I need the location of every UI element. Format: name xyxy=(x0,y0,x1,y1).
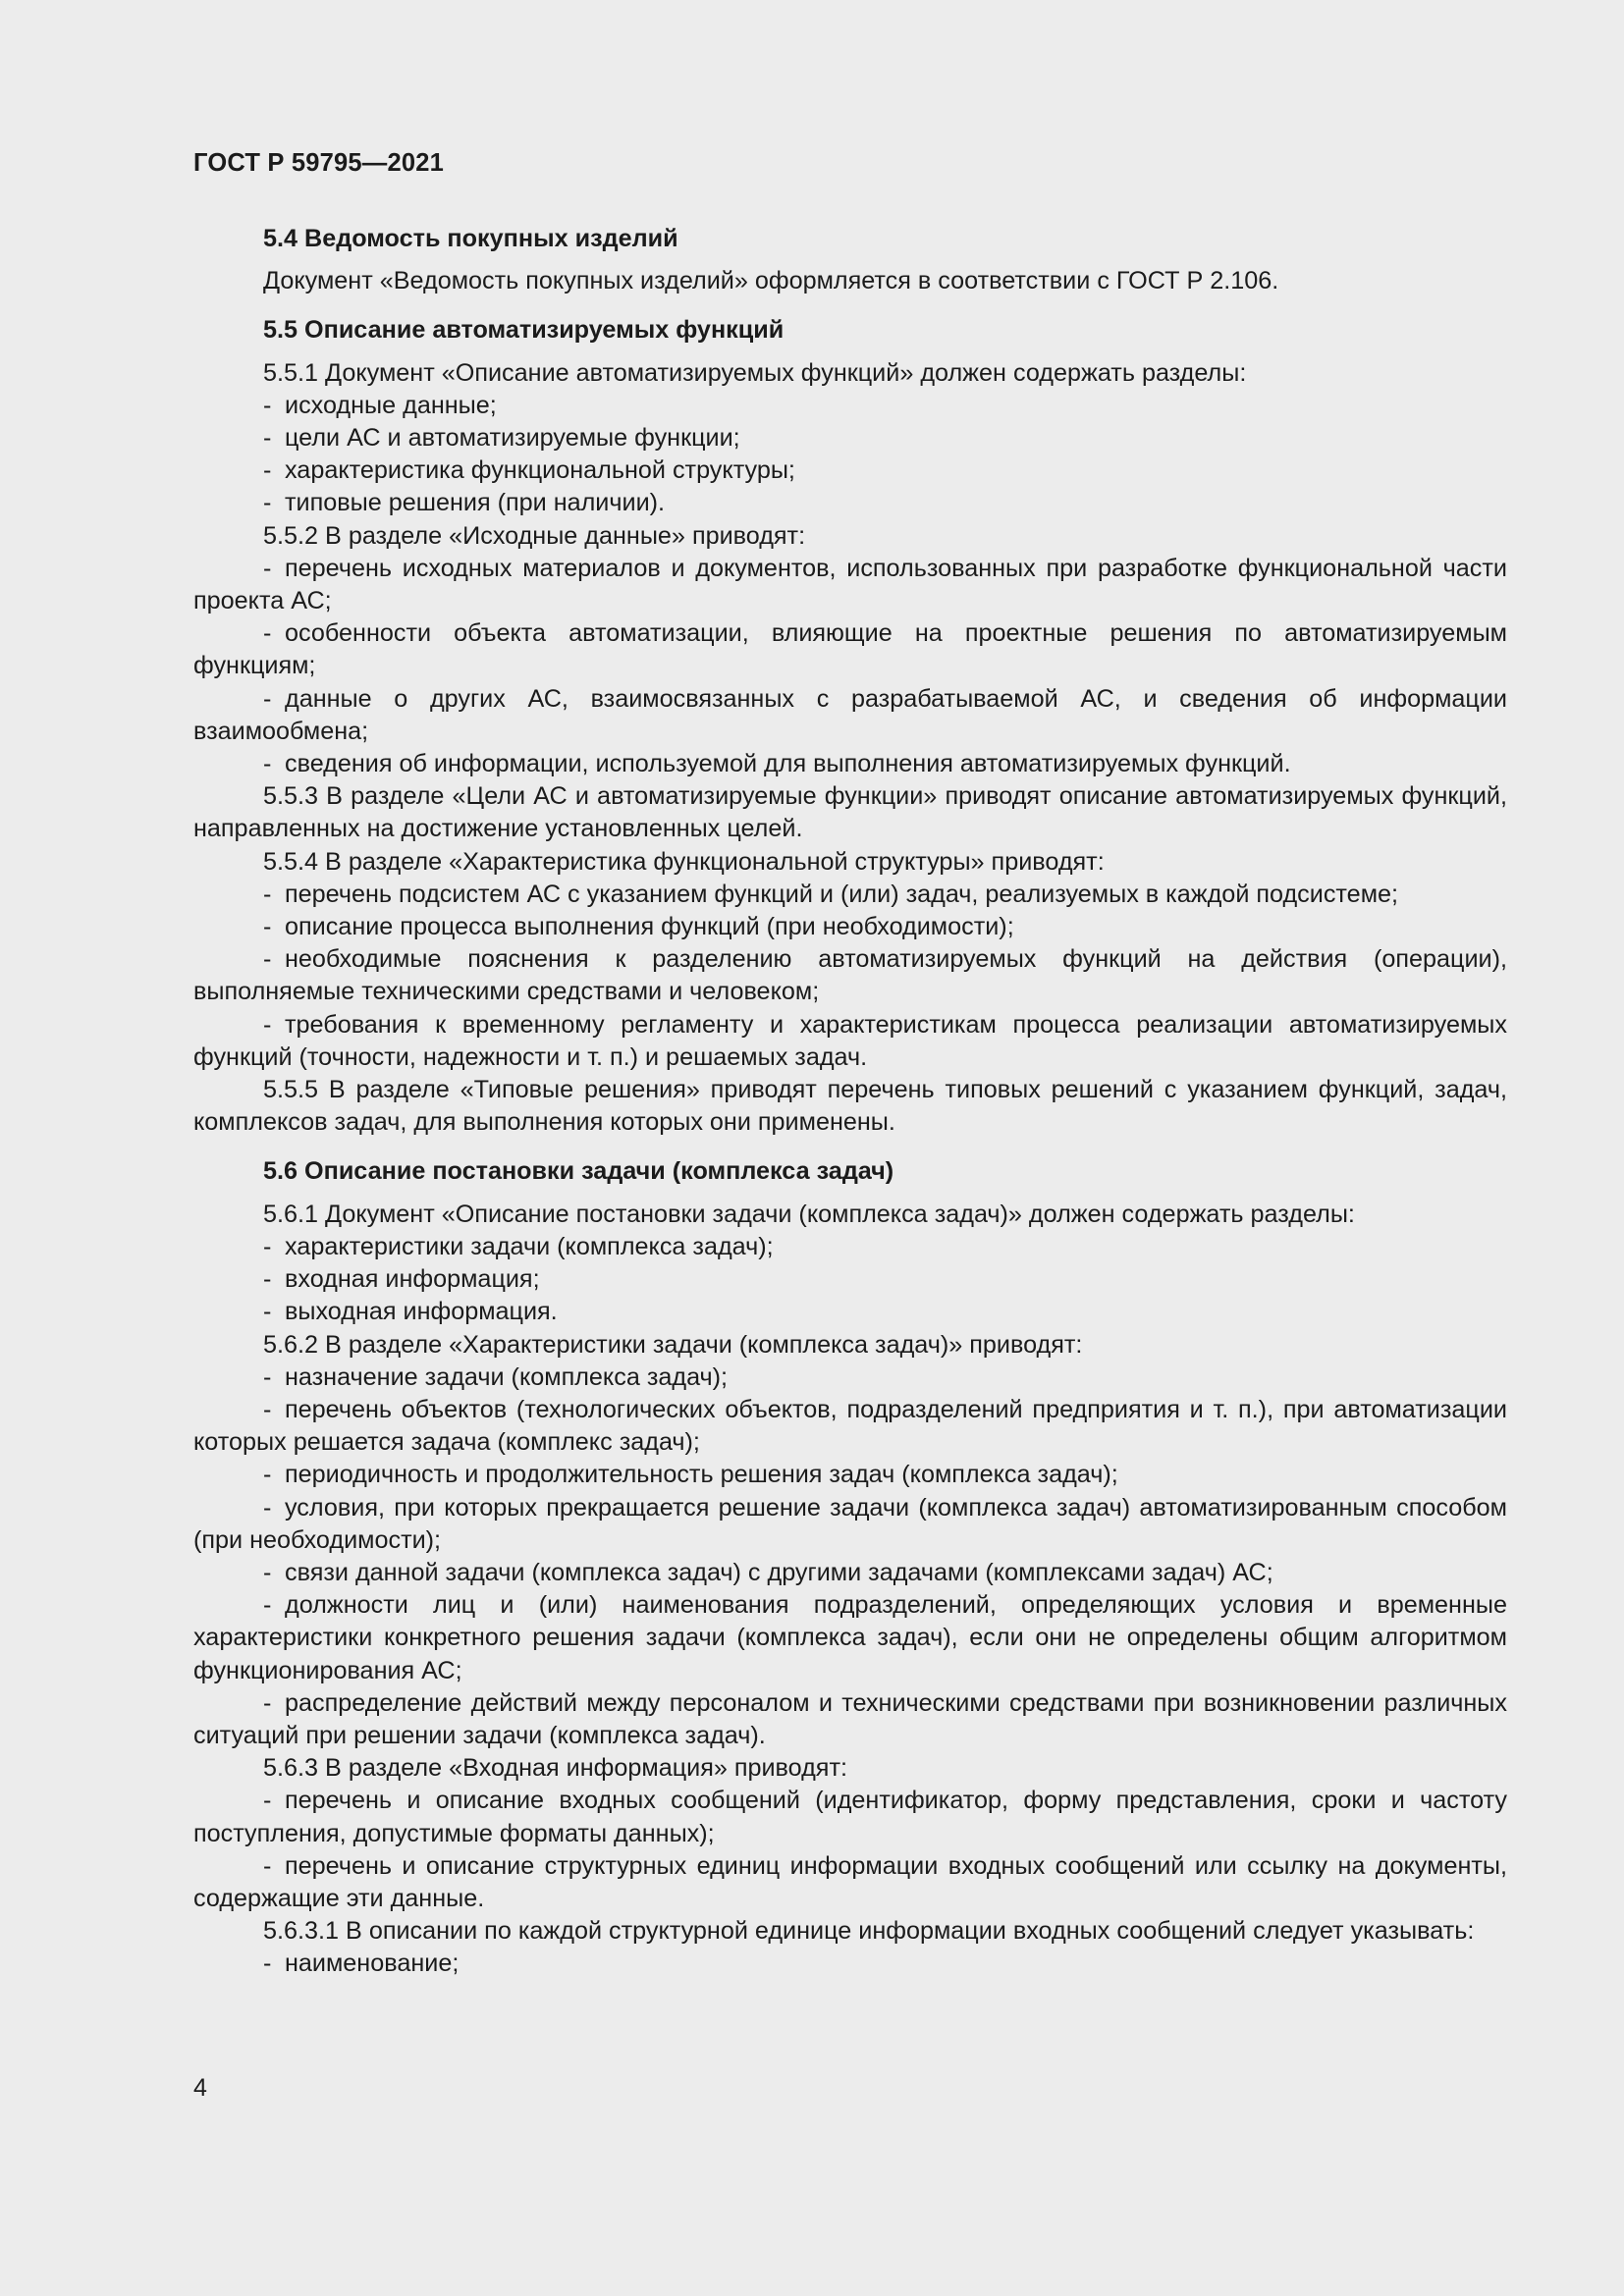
document-body xyxy=(193,223,1507,1981)
dash-marker: - xyxy=(263,1949,272,1978)
dash-marker: - xyxy=(263,1298,272,1326)
list-item-text: необходимые пояснения к разделению автоматизируемых функций на действия (операции), выполняемые техническими средствами и человеком; xyxy=(193,945,1507,1006)
list-item xyxy=(193,1589,1507,1687)
page-number: 4 xyxy=(193,2074,207,2102)
document-id-header: ГОСТ Р 59795—2021 xyxy=(193,149,445,177)
dash-marker: - xyxy=(263,1395,272,1423)
list-item xyxy=(193,390,1507,422)
list-item-text: сведения об информации, используемой для выполнения автоматизируемых функций. xyxy=(285,750,1291,778)
list-item xyxy=(193,1459,1507,1491)
dash-marker: - xyxy=(263,1851,272,1880)
list-item-text: перечень и описание структурных единиц информации входных сообщений или ссылку на документы, содержащие эти данные. xyxy=(193,1851,1507,1912)
dash-marker: - xyxy=(263,619,272,648)
list-item xyxy=(193,487,1507,519)
list-item-text: входная информация; xyxy=(285,1265,540,1294)
paragraph: 5.6.3.1 В описании по каждой структурной единице информации входных сообщений следует указывать: xyxy=(263,1917,1475,1946)
dash-marker: - xyxy=(263,1558,272,1586)
list-item xyxy=(193,748,1507,780)
paragraph: Документ «Ведомость покупных изделий» оформляется в соответствии с ГОСТ Р 2.106. xyxy=(263,267,1279,295)
list-item-text: характеристики задачи (комплекса задач); xyxy=(285,1232,774,1260)
dash-marker: - xyxy=(263,1362,272,1391)
list-item xyxy=(193,1948,1507,1980)
list-item-text: характеристика функциональной структуры; xyxy=(285,456,795,485)
list-item xyxy=(193,1296,1507,1328)
list-item-text: периодичность и продолжительность решения задач (комплекса задач); xyxy=(285,1461,1118,1489)
list-item-text: требования к временному регламенту и характеристикам процесса реализации автоматизируемых функций (точности, надежности и т. п.) и решаемых задач. xyxy=(193,1010,1507,1071)
dash-marker: - xyxy=(263,880,272,908)
list-item-text: назначение задачи (комплекса задач); xyxy=(285,1362,729,1391)
list-item xyxy=(193,943,1507,1008)
dash-marker: - xyxy=(263,1591,272,1620)
paragraph: 5.5.3 В разделе «Цели АС и автоматизируемые функции» приводят описание автоматизируемых функций, направленных на достижение установленных целей. xyxy=(193,782,1507,843)
list-item-text: данные о других АС, взаимосвязанных с разрабатываемой АС, и сведения об информации взаимообмена; xyxy=(193,684,1507,745)
list-item xyxy=(193,1231,1507,1263)
list-item xyxy=(193,617,1507,682)
list-item-text: наименование; xyxy=(285,1949,460,1978)
paragraph: 5.5.1 Документ «Описание автоматизируемых функций» должен содержать разделы: xyxy=(263,358,1247,387)
dash-marker: - xyxy=(263,684,272,713)
list-item xyxy=(193,454,1507,487)
list-item xyxy=(193,1492,1507,1557)
list-item-text: перечень подсистем АС с указанием функций и (или) задач, реализуемых в каждой подсистеме; xyxy=(285,880,1399,908)
list-item xyxy=(193,879,1507,911)
list-item xyxy=(193,1850,1507,1915)
dash-marker: - xyxy=(263,456,272,485)
list-item-text: должности лиц и (или) наименования подразделений, определяющих условия и временные характеристики конкретного решения задачи (комплекса задач), если они не определены общим алгоритмом функционирования АС; xyxy=(193,1591,1507,1684)
list-item xyxy=(193,422,1507,454)
dash-marker: - xyxy=(263,1265,272,1294)
dash-marker: - xyxy=(263,1232,272,1260)
paragraph: 5.5.2 В разделе «Исходные данные» приводят: xyxy=(263,521,806,550)
list-item-text: перечень исходных материалов и документов, использованных при разработке функциональной части проекта АС; xyxy=(193,554,1507,615)
list-item-text: связи данной задачи (комплекса задач) с другими задачами (комплексами задач) АС; xyxy=(285,1558,1273,1586)
section-heading: 5.4 Ведомость покупных изделий xyxy=(263,225,678,252)
list-item-text: исходные данные; xyxy=(285,391,497,419)
dash-marker: - xyxy=(263,391,272,419)
dash-marker: - xyxy=(263,1461,272,1489)
dash-marker: - xyxy=(263,554,272,582)
list-item-text: перечень и описание входных сообщений (идентификатор, форму представления, сроки и частоту поступления, допустимые форматы данных); xyxy=(193,1787,1507,1847)
list-item-text: распределение действий между персоналом и техническими средствами при возникновении различных ситуаций при решении задачи (комплекса задач). xyxy=(193,1688,1507,1749)
list-item xyxy=(193,553,1507,617)
dash-marker: - xyxy=(263,913,272,941)
paragraph: 5.6.3 В разделе «Входная информация» приводят: xyxy=(263,1754,847,1783)
list-item-text: особенности объекта автоматизации, влияющие на проектные решения по автоматизируемым функциям; xyxy=(193,619,1507,680)
list-item-text: типовые решения (при наличии). xyxy=(285,489,666,517)
list-item-text: перечень объектов (технологических объектов, подразделений предприятия и т. п.), при автоматизации которых решается задача (комплекс задач); xyxy=(193,1395,1507,1457)
paragraph: 5.6.2 В разделе «Характеристики задачи (комплекса задач)» приводят: xyxy=(263,1330,1083,1359)
list-item-text: выходная информация. xyxy=(285,1298,558,1326)
list-item-text: описание процесса выполнения функций (при необходимости); xyxy=(285,913,1014,941)
dash-marker: - xyxy=(263,945,272,974)
list-item xyxy=(193,1009,1507,1074)
list-item-text: цели АС и автоматизируемые функции; xyxy=(285,424,740,453)
list-item xyxy=(193,683,1507,748)
list-item xyxy=(193,1557,1507,1589)
section-heading: 5.6 Описание постановки задачи (комплекса задач) xyxy=(263,1157,894,1186)
paragraph: 5.5.4 В разделе «Характеристика функциональной структуры» приводят: xyxy=(263,847,1105,876)
dash-marker: - xyxy=(263,1787,272,1815)
list-item xyxy=(193,1394,1507,1459)
dash-marker: - xyxy=(263,750,272,778)
dash-marker: - xyxy=(263,424,272,453)
dash-marker: - xyxy=(263,1010,272,1039)
list-item xyxy=(193,1687,1507,1752)
dash-marker: - xyxy=(263,489,272,517)
list-item xyxy=(193,1263,1507,1296)
paragraph: 5.6.1 Документ «Описание постановки задачи (комплекса задач)» должен содержать разделы: xyxy=(263,1200,1355,1228)
dash-marker: - xyxy=(263,1688,272,1717)
dash-marker: - xyxy=(263,1493,272,1522)
list-item xyxy=(193,911,1507,943)
list-item xyxy=(193,1362,1507,1394)
paragraph: 5.5.5 В разделе «Типовые решения» приводят перечень типовых решений с указанием функций, задач, комплексов задач, для выполнения которых они применены. xyxy=(193,1076,1507,1137)
list-item xyxy=(193,1785,1507,1849)
list-item-text: условия, при которых прекращается решение задачи (комплекса задач) автоматизированным способом (при необходимости); xyxy=(193,1493,1507,1554)
section-heading: 5.5 Описание автоматизируемых функций xyxy=(263,316,785,345)
